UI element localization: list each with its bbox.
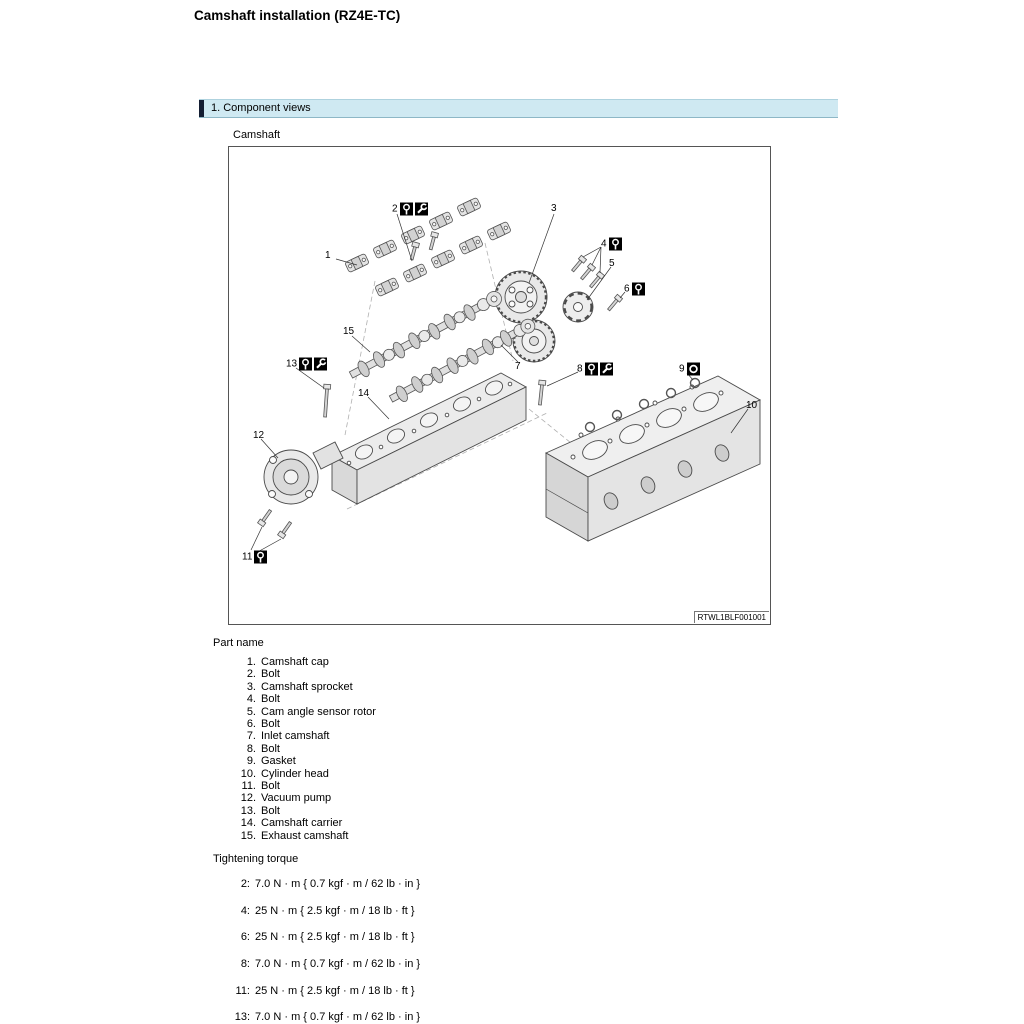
part-number: 13.: [240, 804, 256, 817]
torque-item: [226, 977, 420, 1004]
part-list-heading: Part name: [213, 637, 264, 649]
part-list-item: [234, 755, 376, 767]
part-list-item: [234, 743, 376, 755]
part-list-item: [234, 768, 376, 780]
torque-item: [226, 951, 420, 978]
part-name: Inlet camshaft: [261, 730, 330, 743]
torque-icon: [400, 203, 413, 216]
callout-number: 13: [286, 358, 298, 369]
part-number: 4.: [246, 693, 256, 706]
torque-ref: 13:: [234, 1011, 250, 1024]
callout-10: [746, 401, 757, 411]
torque-ref: 11:: [235, 984, 250, 997]
callout-9: [679, 363, 700, 376]
part-name: Camshaft cap: [261, 656, 329, 668]
callout-5: [609, 259, 615, 269]
pump-bolts-drawing: [258, 508, 294, 538]
torque-item: [226, 1004, 420, 1024]
callout-number: 11: [242, 551, 253, 562]
part-list-item: [234, 817, 376, 829]
section-header: [199, 99, 838, 118]
vacuum-pump-drawing: [264, 442, 343, 504]
callout-12: [253, 431, 264, 441]
torque-spec: 25 N · m { 2.5 kgf · m / 18 lb · ft }: [255, 931, 415, 944]
callout-number: 4: [601, 238, 607, 249]
torque-spec: 25 N · m { 2.5 kgf · m / 18 lb · ft }: [255, 904, 415, 917]
part-number: 11.: [241, 780, 256, 793]
torque-ref: 2:: [240, 878, 250, 891]
torque-heading: Tightening torque: [213, 853, 299, 865]
part-list-item: [234, 830, 376, 842]
part-list-item: [234, 693, 376, 705]
figure-caption: Camshaft: [233, 129, 281, 141]
callout-number: 3: [551, 203, 557, 214]
exhaust-camshaft-drawing: [347, 287, 505, 382]
part-list-item: [234, 681, 376, 693]
wrench-icon: [314, 358, 327, 371]
wrench-icon: [415, 203, 428, 216]
part-name: Exhaust camshaft: [261, 829, 349, 842]
part-name: Camshaft carrier: [261, 817, 343, 830]
figure-code: RTWL1BLF001001: [694, 611, 769, 623]
torque-spec: 7.0 N · m { 0.7 kgf · m / 62 lb · in }: [255, 878, 421, 891]
torque-item: [226, 871, 420, 898]
part-list-item: [234, 730, 376, 742]
callout-number: 7: [515, 361, 521, 372]
part-number: 7.: [246, 730, 256, 743]
callout-11: [242, 551, 267, 564]
part-name: Gasket: [261, 755, 296, 768]
part-number: 6.: [246, 718, 256, 731]
part-list-item: [234, 706, 376, 718]
cam-angle-sensor-rotor-drawing: [563, 292, 593, 322]
callout-6: [624, 283, 645, 296]
part-name: Bolt: [261, 668, 280, 681]
callout-7: [515, 362, 521, 372]
part-list-item: [234, 805, 376, 817]
part-name: Bolt: [261, 718, 280, 731]
callout-1: [325, 251, 331, 261]
torque-spec: 7.0 N · m { 0.7 kgf · m / 62 lb · in }: [255, 1011, 421, 1024]
torque-spec: 7.0 N · m { 0.7 kgf · m / 62 lb · in }: [255, 958, 421, 971]
callout-4: [601, 238, 622, 251]
torque-item: [226, 898, 420, 925]
callout-number: 2: [392, 203, 398, 214]
torque-icon: [585, 363, 598, 376]
torque-ref: 8:: [240, 958, 250, 971]
part-name: Bolt: [261, 693, 280, 706]
torque-list: [226, 871, 420, 1024]
exploded-diagram: [229, 147, 770, 624]
callout-number: 14: [358, 388, 370, 399]
carrier-bolt-drawing: [322, 384, 331, 417]
torque-icon: [254, 551, 267, 564]
callout-number: 6: [624, 283, 630, 294]
sprocket-bolts-drawing: [570, 255, 605, 289]
torque-item: [226, 924, 420, 951]
part-number: 14.: [240, 817, 256, 830]
part-name: Cam angle sensor rotor: [261, 705, 376, 718]
part-number: 8.: [246, 742, 256, 755]
part-name: Bolt: [261, 804, 280, 817]
callout-number: 8: [577, 363, 583, 374]
part-list-item: [234, 668, 376, 680]
part-number: 2.: [246, 668, 256, 681]
head-bolt-drawing: [537, 380, 546, 405]
callout-number: 15: [343, 326, 355, 337]
callout-15: [343, 327, 354, 337]
part-number: 1.: [246, 656, 256, 668]
callout-number: 1: [325, 250, 331, 261]
part-name: Cylinder head: [261, 767, 329, 780]
callout-number: 9: [679, 363, 685, 374]
part-number: 10.: [240, 767, 256, 780]
callout-number: 10: [746, 400, 758, 411]
part-number: 9.: [246, 755, 256, 768]
part-number: 12.: [240, 792, 256, 805]
rotor-bolt-drawing: [606, 294, 623, 312]
part-name: Bolt: [261, 780, 280, 793]
callout-3: [551, 204, 557, 214]
part-list-item: [234, 792, 376, 804]
torque-icon: [632, 283, 645, 296]
torque-ref: 4:: [240, 904, 250, 917]
callout-2: [392, 203, 428, 216]
figure-canvas: [228, 146, 771, 625]
wrench-icon: [600, 363, 613, 376]
part-list-item: [234, 656, 376, 668]
part-name: Camshaft sprocket: [261, 680, 353, 693]
torque-icon: [609, 238, 622, 251]
section-header-label: 1. Component views: [211, 102, 311, 114]
callout-number: 5: [609, 258, 615, 269]
torque-spec: 25 N · m { 2.5 kgf · m / 18 lb · ft }: [255, 984, 415, 997]
part-name: Bolt: [261, 742, 280, 755]
part-list-item: [234, 780, 376, 792]
part-list-item: [234, 718, 376, 730]
part-list: [234, 656, 376, 842]
callout-number: 12: [253, 430, 265, 441]
callout-14: [358, 389, 369, 399]
page-title: Camshaft installation (RZ4E-TC): [194, 8, 401, 23]
part-name: Vacuum pump: [261, 792, 332, 805]
callout-13: [286, 358, 327, 371]
gasket-icon: [687, 363, 700, 376]
torque-ref: 6:: [240, 931, 250, 944]
part-number: 15.: [240, 829, 256, 842]
part-number: 5.: [246, 705, 256, 718]
callout-8: [577, 363, 613, 376]
cylinder-head-drawing: [546, 376, 760, 541]
part-number: 3.: [246, 680, 256, 693]
torque-icon: [299, 358, 312, 371]
